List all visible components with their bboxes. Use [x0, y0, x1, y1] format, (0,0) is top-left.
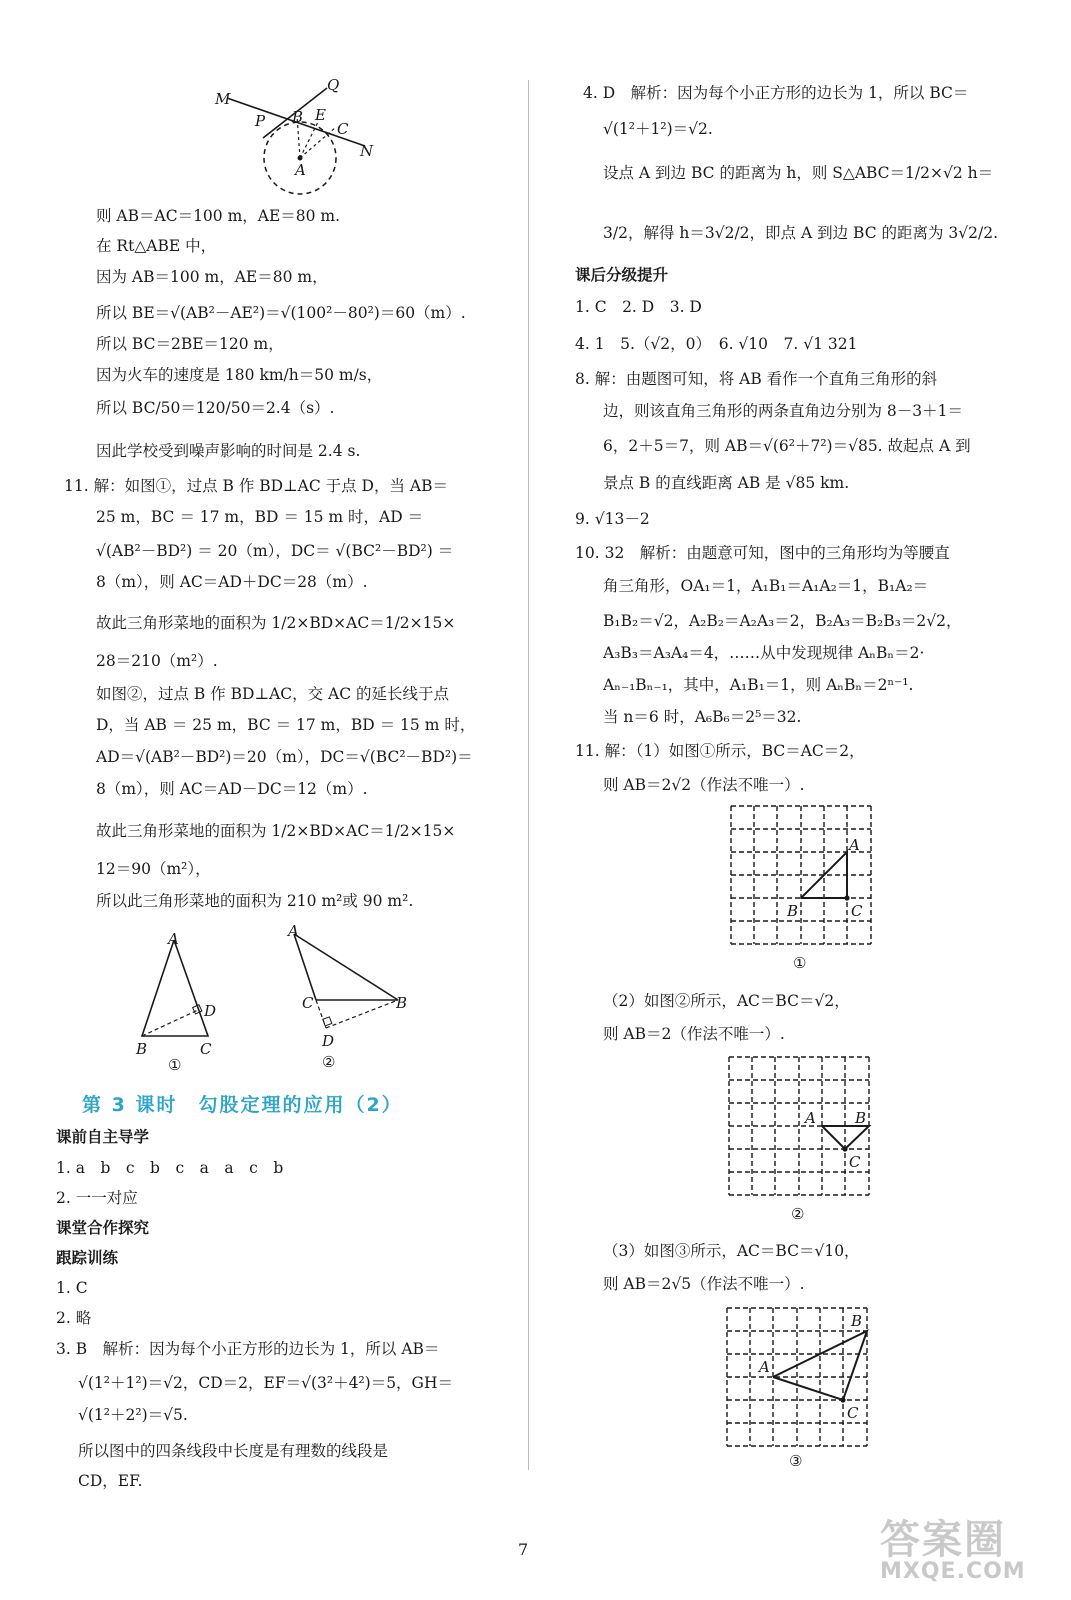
text-line: 当 n＝6 时，A₆B₆＝2⁵＝32. [603, 708, 802, 726]
text-line: 2. 一一对应 [56, 1189, 138, 1207]
text-line: 4. D 解析：因为每个小正方形的边长为 1，所以 BC＝ [583, 84, 969, 102]
text-line: 故此三角形菜地的面积为 1/2×BD×AC＝1/2×15× [96, 822, 456, 840]
grid-figure-2 [729, 1057, 869, 1227]
text-line: 8（m），则 AC＝AD－DC＝12（m）. [96, 780, 368, 798]
tri1-label-d: D [204, 1002, 217, 1020]
text-line: 6，2＋5＝7，则 AB＝√(6²＋7²)＝√85. 故起点 A 到 [603, 437, 971, 455]
grid2-label-b: B [855, 1109, 867, 1127]
watermark-line1: 答案圈 [880, 1517, 1006, 1563]
triangle-figure-1 [130, 928, 230, 1074]
section-heading: 跟踪训练 [56, 1249, 119, 1267]
text-line: 11. 解：（1）如图①所示，BC＝AC＝2， [575, 742, 865, 760]
text-line: 12＝90（m²）， [96, 860, 211, 878]
watermark-line2: MXQE.COM [880, 1559, 1026, 1584]
grid2-label-a: A [805, 1109, 816, 1127]
text-line: 所以 BC/50＝120/50＝2.4（s）. [96, 399, 335, 417]
text-line: 则 AB＝2（作法不唯一）. [603, 1025, 785, 1043]
text-line: Aₙ₋₁Bₙ₋₁，其中，A₁B₁＝1，则 AₙBₙ＝2ⁿ⁻¹. [603, 676, 914, 694]
text-line: 8. 解：由题图可知，将 AB 看作一个直角三角形的斜 [575, 370, 938, 388]
text-line: （3）如图③所示，AC＝BC＝√10， [603, 1242, 860, 1260]
text-line: 1. C 2. D 3. D [575, 298, 702, 316]
grid3-label-b: B [851, 1312, 863, 1330]
grid3-label-c: C [847, 1404, 859, 1422]
railway-circle-figure [205, 78, 385, 208]
section-heading: 课后分级提升 [575, 266, 669, 284]
tri1-label-b: B [136, 1040, 148, 1058]
text-line: 3. B 解析：因为每个小正方形的边长为 1，所以 AB＝ [56, 1340, 440, 1358]
label-n: N [360, 142, 374, 160]
text-line: √(1²＋2²)＝√5. [78, 1406, 188, 1424]
text-line: 所以 BE＝√(AB²－AE²)＝√(100²－80²)＝60（m）. [96, 304, 466, 322]
grid-figure-1 [731, 806, 871, 976]
grid3-label-a: A [759, 1358, 770, 1376]
triangle-figure-2 [280, 922, 420, 1072]
text-line: 故此三角形菜地的面积为 1/2×BD×AC＝1/2×15× [96, 614, 456, 632]
section-heading: 课前自主导学 [56, 1128, 150, 1146]
label-m: M [215, 90, 231, 108]
grid1-label-a: A [849, 836, 860, 854]
text-line: 所以 BC＝2BE＝120 m， [96, 335, 284, 353]
text-line: 角三角形，OA₁＝1，A₁B₁＝A₁A₂＝1，B₁A₂＝ [603, 577, 929, 595]
tri2-label-c: C [302, 994, 314, 1012]
grid2-number: ② [791, 1205, 805, 1223]
text-line: 3/2，解得 h＝3√2/2，即点 A 到边 BC 的距离为 3√2/2. [603, 224, 999, 242]
tri2-number: ② [322, 1053, 336, 1071]
text-line: A₃B₃＝A₃A₄＝4，……从中发现规律 AₙBₙ＝2· [603, 644, 925, 662]
text-line: 8（m），则 AC＝AD＋DC＝28（m）. [96, 573, 368, 591]
text-line: √(1²＋1²)＝√2，CD＝2，EF＝√(3²＋4²)＝5，GH＝ [78, 1374, 453, 1392]
column-divider [528, 80, 529, 1470]
tri2-label-a: A [288, 922, 299, 940]
text-line: 1. C [56, 1279, 88, 1297]
tri2-label-b: B [396, 994, 408, 1012]
grid3-number: ③ [789, 1452, 803, 1470]
label-q: Q [327, 76, 340, 94]
text-line: 9. √13－2 [575, 510, 650, 528]
text-line: √(AB²－BD²) ＝ 20（m），DC＝ √(BC²－BD²) ＝ [96, 542, 454, 560]
text-line: 25 m，BC ＝ 17 m，BD ＝ 15 m 时，AD ＝ [96, 508, 424, 526]
text-line: B₁B₂＝√2，A₂B₂＝A₂A₃＝2，B₂A₃＝B₂B₃＝2√2， [603, 612, 962, 630]
tri2-label-d: D [322, 1032, 335, 1050]
page-number: 7 [518, 1540, 529, 1559]
text-line: D，当 AB ＝ 25 m，BC ＝ 17 m，BD ＝ 15 m 时， [96, 716, 476, 734]
section-heading: 课堂合作探究 [56, 1219, 150, 1237]
grid1-number: ① [793, 954, 807, 972]
tri1-number: ① [168, 1056, 182, 1074]
label-p: P [255, 112, 266, 130]
grid1-label-b: B [787, 902, 799, 920]
text-line: 如图②，过点 B 作 BD⊥AC，交 AC 的延长线于点 [96, 685, 450, 703]
text-line: （2）如图②所示，AC＝BC＝√2， [603, 992, 850, 1010]
label-a: A [295, 161, 306, 179]
label-b: B [292, 108, 304, 126]
text-line: 则 AB＝AC＝100 m，AE＝80 m. [96, 207, 341, 225]
label-c: C [337, 120, 349, 138]
text-line: 则 AB＝2√2（作法不唯一）. [603, 776, 805, 794]
grid-figure-3 [727, 1308, 867, 1478]
text-line: 则 AB＝2√5（作法不唯一）. [603, 1275, 805, 1293]
text-line: 因为 AB＝100 m，AE＝80 m， [96, 268, 328, 286]
text-line: 边，则该直角三角形的两条直角边分别为 8－3＋1＝ [603, 402, 964, 420]
text-line: CD，EF. [78, 1472, 143, 1490]
grid2-label-c: C [849, 1153, 861, 1171]
text-line: 1. a b c b c a a c b [56, 1159, 284, 1177]
lesson-title: 第 3 课时 勾股定理的应用（2） [82, 1094, 403, 1116]
text-line: 在 Rt△ABE 中， [96, 237, 217, 255]
text-line: 景点 B 的直线距离 AB 是 √85 km. [603, 474, 850, 492]
grid1-label-c: C [851, 902, 863, 920]
text-line: √(1²＋1²)＝√2. [603, 120, 713, 138]
text-line: 28＝210（m²）. [96, 652, 218, 670]
text-line: 因此学校受到噪声影响的时间是 2.4 s. [96, 442, 361, 460]
text-line: 所以图中的四条线段中长度是有理数的线段是 [78, 1442, 389, 1460]
tri1-label-c: C [200, 1040, 212, 1058]
text-line: AD＝√(AB²－BD²)＝20（m），DC＝√(BC²－BD²)＝ [96, 748, 473, 766]
text-line: 10. 32 解析：由题意可知，图中的三角形均为等腰直 [575, 544, 950, 562]
text-line: 11. 解：如图①，过点 B 作 BD⊥AC 于点 D，当 AB＝ [64, 477, 448, 495]
tri1-label-a: A [168, 930, 179, 948]
text-line: 2. 略 [56, 1309, 92, 1327]
text-line: 4. 1 5.（√2，0） 6. √10 7. √1 321 [575, 335, 858, 353]
text-line: 设点 A 到边 BC 的距离为 h，则 S△ABC＝1/2×√2 h＝ [603, 164, 994, 182]
text-line: 所以此三角形菜地的面积为 210 m²或 90 m². [96, 892, 414, 910]
text-line: 因为火车的速度是 180 km/h＝50 m/s， [96, 366, 383, 384]
label-e: E [315, 106, 326, 124]
watermark [880, 1508, 1060, 1588]
